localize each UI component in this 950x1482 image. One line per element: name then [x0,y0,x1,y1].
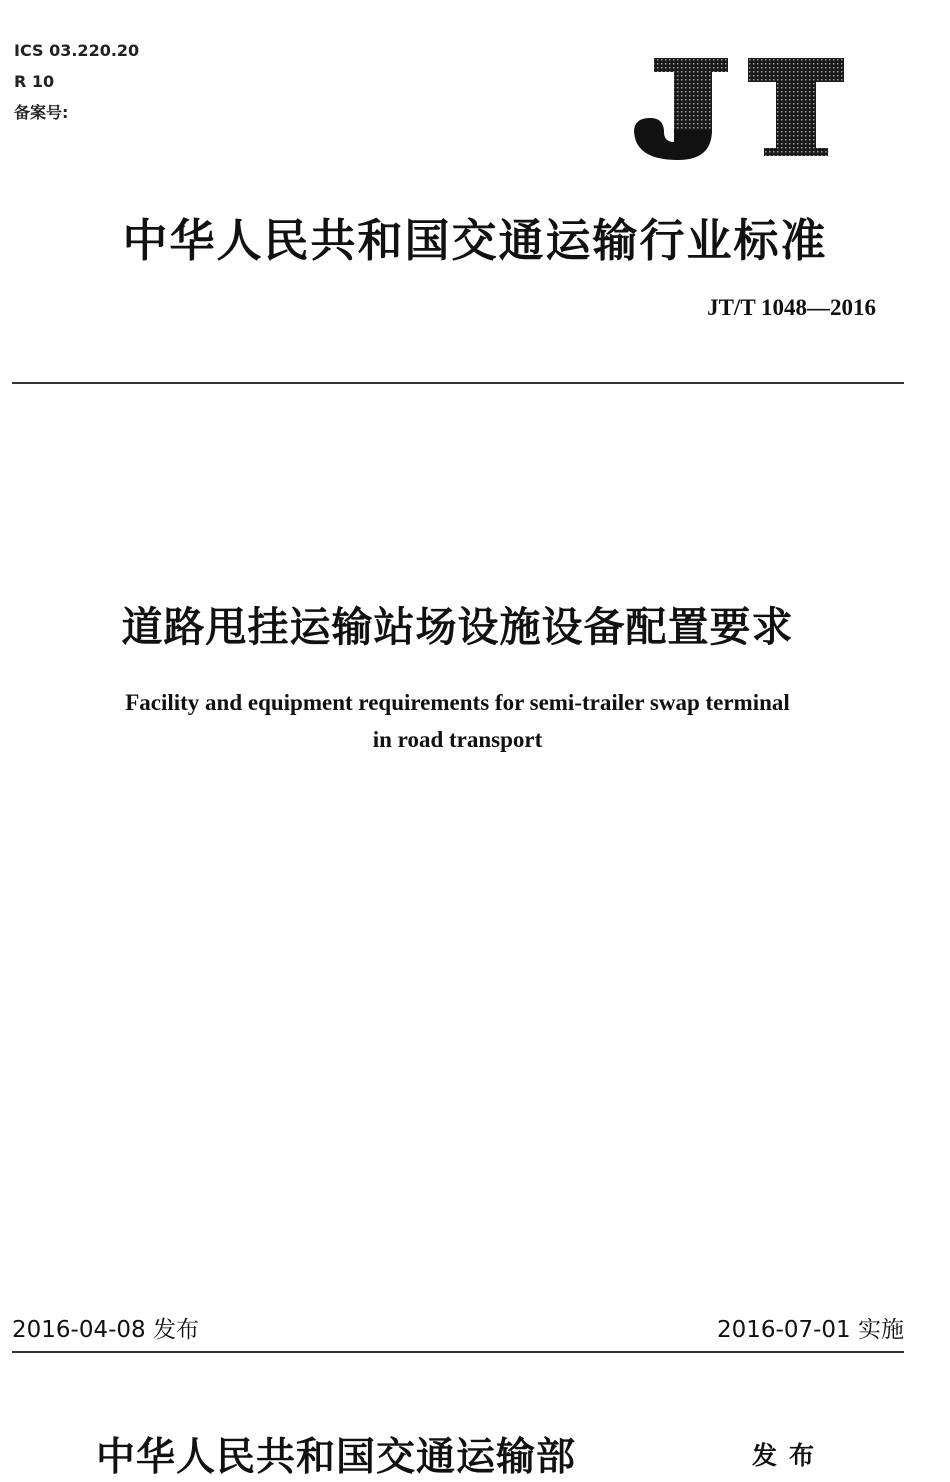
english-title-line-2: in road transport [372,727,543,752]
filing-number-label: 备案号: [14,103,69,122]
issuer-title: 中华人民共和国交通运输行业标准 [122,214,828,267]
implementation-date: 2016-07-01 实施 [717,1317,904,1343]
standard-number: JT/T 1048—2016 [707,295,876,320]
english-title-line-1: Facility and equipment requirements for semi-trailer swap terminal [125,690,790,715]
divider-top [12,382,904,384]
chinese-title: 道路甩挂运输站场设施设备配置要求 [121,603,794,651]
jt-logo-icon [628,46,848,166]
ccs-code: R 10 [14,72,55,91]
divider-bottom [12,1351,904,1353]
publish-label: 发布 [752,1441,827,1470]
issue-date: 2016-04-08 发布 [12,1317,199,1343]
ics-code: ICS 03.220.20 [14,41,140,60]
publisher-name: 中华人民共和国交通运输部 [96,1434,577,1480]
